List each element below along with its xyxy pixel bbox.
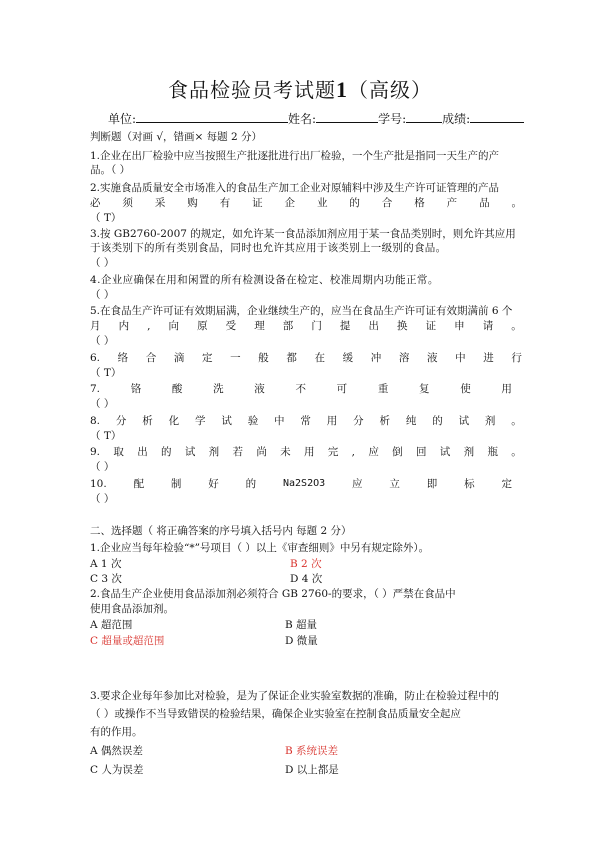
judge-q8-answer: （ T）: [90, 430, 122, 442]
spread-char: 进: [483, 352, 494, 364]
spread-char: 合: [381, 197, 393, 209]
choice-q3-option-a: A 偶然误差: [90, 745, 143, 757]
judge-q1-line2: 品。（ ）: [90, 164, 131, 176]
spread-char: 不: [295, 383, 306, 395]
choice-q3-line1: 3.要求企业每年参加比对检验，是为了保证企业实验室数据的准确，防止在检验过程中的: [90, 690, 500, 702]
spread-char: 的: [161, 446, 172, 458]
spread-char: 瓶: [487, 446, 498, 458]
spread-char: 月: [90, 320, 101, 332]
spread-char: 。: [511, 197, 522, 209]
choice-q1-option-b: B 2 次: [290, 558, 322, 570]
spread-char: 常: [300, 415, 311, 427]
spread-char: 一: [230, 352, 241, 364]
spread-char: 企: [284, 197, 296, 209]
spread-char: 立: [389, 478, 400, 490]
spread-char: 必: [90, 197, 101, 209]
judge-q3-answer: （ ）: [90, 257, 115, 269]
choice-q3-line3: 有的作用。: [90, 726, 143, 738]
judge-q2-line2: [90, 196, 522, 210]
spread-char: 析: [379, 415, 390, 427]
choice-q2-option-b: B 超量: [285, 619, 318, 631]
judge-q7-answer: （ ）: [90, 398, 115, 410]
spread-char: 倒: [392, 446, 403, 458]
spread-char: 配: [133, 478, 145, 490]
spread-char: 原: [197, 320, 208, 332]
spread-char: 回: [415, 446, 427, 458]
judge-q4-line1: 4.企业应确保在用和闲置的所有检测设备在检定、校准周期内功能正常。: [90, 274, 439, 286]
spread-char: 酸: [171, 383, 183, 395]
spread-char: 重: [377, 383, 389, 395]
spread-char: 的: [245, 478, 257, 490]
spread-char: 向: [168, 320, 180, 332]
spread-char: 10.: [90, 478, 107, 490]
spread-char: 受: [225, 320, 237, 332]
score-label: 成绩:: [442, 112, 471, 126]
choice-q1-stem: 1.企业应当每年检验“*”号项目（ ）以上《审查细则》中另有规定除外）。: [90, 542, 430, 554]
judge-q3-line2: 于该类别下的所有类别食品，同时也允许其应用于该类别上一级别的食品。: [90, 242, 447, 254]
spread-char: 剂: [484, 415, 496, 427]
choice-q3-option-d: D 以上都是: [285, 764, 339, 776]
spread-char: 申: [454, 320, 465, 332]
spread-char: 中: [274, 415, 285, 427]
choice-q2-line1: 2.食品生产企业使用食品添加剂必须符合 GB 2760-的要求，（ ）严禁在食品中: [90, 588, 456, 600]
spread-char: 剂: [463, 446, 475, 458]
spread-char: 尚: [256, 446, 267, 458]
choice-heading: 二、选择题（ 将正确答案的序号填入括号内 每题 2 分）: [90, 525, 352, 537]
spread-char: 7.: [90, 383, 101, 395]
spread-char: 络: [117, 352, 129, 364]
judge-q2-answer: （ T）: [90, 212, 122, 224]
spread-char: ,: [351, 446, 355, 458]
spread-char: 用: [326, 415, 338, 427]
id-label: 学号:: [378, 112, 407, 126]
spread-char: 用: [501, 383, 512, 395]
spread-char: 请: [482, 320, 494, 332]
judge-q6-line1: [90, 351, 522, 365]
judge-q3-line1: 3.按 GB2760-2007 的规定，如允许某一食品添加剂应用于某一食品类别时，则允许其应用: [90, 228, 516, 240]
choice-q1-option-a: A 1 次: [90, 558, 122, 570]
spread-char: 若: [232, 446, 243, 458]
judge-q9-answer: （ ）: [90, 461, 115, 473]
spread-char: 6.: [90, 352, 101, 364]
spread-char: 洗: [213, 383, 224, 395]
spread-char: 产: [446, 197, 458, 209]
choice-q1-option-c: C 3 次: [90, 573, 122, 585]
spread-char: 可: [336, 383, 348, 395]
spread-char: 般: [258, 352, 269, 364]
judge-q7-line1: [90, 382, 512, 396]
spread-char: 须: [122, 197, 133, 209]
choice-q2-option-c: C 超量或超范围: [90, 635, 165, 647]
choice-q3-option-b: B 系统误差: [285, 745, 339, 757]
judge-q1-line1: 1.企业在出厂检验中应当按照生产批逐批进行出厂检验，一个生产批是指同一天生产的产: [90, 150, 500, 162]
spread-char: 铬: [130, 383, 142, 395]
choice-q3-line2: （ ）或操作不当导致错误的检验结果，确保企业实验室在控制食品质量安全起应: [90, 708, 461, 720]
spread-char: 试: [221, 415, 232, 427]
spread-char: 取: [113, 446, 124, 458]
judge-q8-line1: [90, 414, 522, 428]
spread-char: 理: [254, 320, 265, 332]
spread-char: 业: [316, 197, 328, 209]
spread-char: 学: [194, 415, 206, 427]
choice-q2-option-a: A 超范围: [90, 619, 133, 631]
spread-char: 格: [414, 197, 425, 209]
spread-char: 。: [511, 415, 522, 427]
title-number: 1: [336, 77, 348, 102]
title-suffix: （高级）: [348, 78, 432, 102]
spread-char: 溶: [398, 352, 410, 364]
choice-q3-option-c: C 人为误差: [90, 764, 144, 776]
spread-char: ,: [147, 320, 151, 332]
spread-char: 制: [170, 478, 182, 490]
spread-char: 出: [368, 320, 379, 332]
spread-char: 试: [439, 446, 451, 458]
judge-q4-answer: （ ）: [90, 289, 115, 301]
spread-char: 使: [460, 383, 471, 395]
spread-char: 即: [426, 478, 438, 490]
spread-char: 行: [511, 352, 522, 364]
judge-q5-line1: 5.在食品生产许可证有效期届满，企业继续生产的，应当在食品生产许可证有效期满前 6 个: [90, 305, 513, 317]
judge-q5-answer: （ ）: [90, 335, 115, 347]
spread-char: 。: [511, 446, 522, 458]
score-field[interactable]: [470, 110, 524, 123]
spread-char: 液: [427, 352, 438, 364]
judge-q2-line1: 2.实施食品质量安全市场准入的食品生产加工企业对原辅料中涉及生产许可证管理的产品: [90, 182, 500, 194]
judge-q6-answer: （ T）: [90, 367, 122, 379]
spread-char: 中: [455, 352, 466, 364]
spread-char: 用: [303, 446, 315, 458]
judge-q10-answer: （ ）: [90, 493, 115, 505]
spread-char: 分: [353, 415, 364, 427]
page-title: [0, 74, 600, 103]
spread-char: 析: [142, 415, 153, 427]
judge-q10-line1: [90, 477, 512, 491]
spread-char: 部: [282, 320, 294, 332]
spread-char: 9.: [90, 446, 101, 458]
spread-char: 有: [219, 197, 231, 209]
spread-char: 滴: [173, 352, 185, 364]
spread-char: 好: [208, 478, 219, 490]
spread-char: 出: [137, 446, 148, 458]
spread-char: 的: [349, 197, 360, 209]
spread-char: 试: [458, 415, 470, 427]
spread-char: 品: [479, 197, 490, 209]
title-text: 食品检验员考试题: [168, 78, 336, 102]
unit-label: 单位:: [108, 112, 137, 126]
spread-char: 化: [168, 415, 180, 427]
spread-char: 冲: [370, 352, 382, 364]
choice-q1-option-d: D 4 次: [290, 573, 323, 585]
judge-q5-line2: [90, 319, 522, 333]
spread-char: 8.: [90, 415, 101, 427]
name-label: 姓名:: [288, 112, 317, 126]
choice-q2-line2: 使用食品添加剂。: [90, 603, 174, 615]
spread-char: 证: [425, 320, 437, 332]
spread-char: 液: [254, 383, 265, 395]
spread-char: 在: [314, 352, 326, 364]
spread-char: 分: [115, 415, 127, 427]
spread-char: 内: [118, 320, 130, 332]
spread-char: 定: [501, 478, 512, 490]
spread-char: 试: [184, 446, 196, 458]
unit-field[interactable]: [136, 110, 288, 123]
spread-char: 纯: [405, 415, 417, 427]
id-field[interactable]: [406, 110, 442, 123]
spread-char: 购: [187, 197, 198, 209]
spread-char: Na2S2O3: [283, 478, 326, 489]
choice-q2-option-d: D 微量: [285, 635, 318, 647]
spread-char: 都: [286, 352, 297, 364]
spread-char: 提: [339, 320, 351, 332]
spread-char: 换: [397, 320, 408, 332]
spread-char: 的: [432, 415, 443, 427]
spread-char: 剂: [208, 446, 220, 458]
spread-char: 。: [511, 320, 522, 332]
spread-char: 标: [464, 478, 475, 490]
spread-char: 缓: [342, 352, 354, 364]
spread-char: 采: [154, 197, 166, 209]
spread-char: 应: [352, 478, 363, 490]
spread-char: 复: [419, 383, 430, 395]
spread-char: 验: [247, 415, 259, 427]
spread-char: 门: [311, 320, 322, 332]
judge-heading: 判断题（对画 √，错画× 每题 2 分）: [90, 131, 263, 143]
spread-char: 未: [280, 446, 291, 458]
judge-q9-line1: [90, 445, 522, 459]
spread-char: 定: [202, 352, 213, 364]
spread-char: 证: [252, 197, 263, 209]
student-info-line: [108, 110, 524, 127]
spread-char: 合: [145, 352, 157, 364]
name-field[interactable]: [316, 110, 378, 123]
spread-char: 应: [368, 446, 379, 458]
spread-char: 完: [327, 446, 339, 458]
